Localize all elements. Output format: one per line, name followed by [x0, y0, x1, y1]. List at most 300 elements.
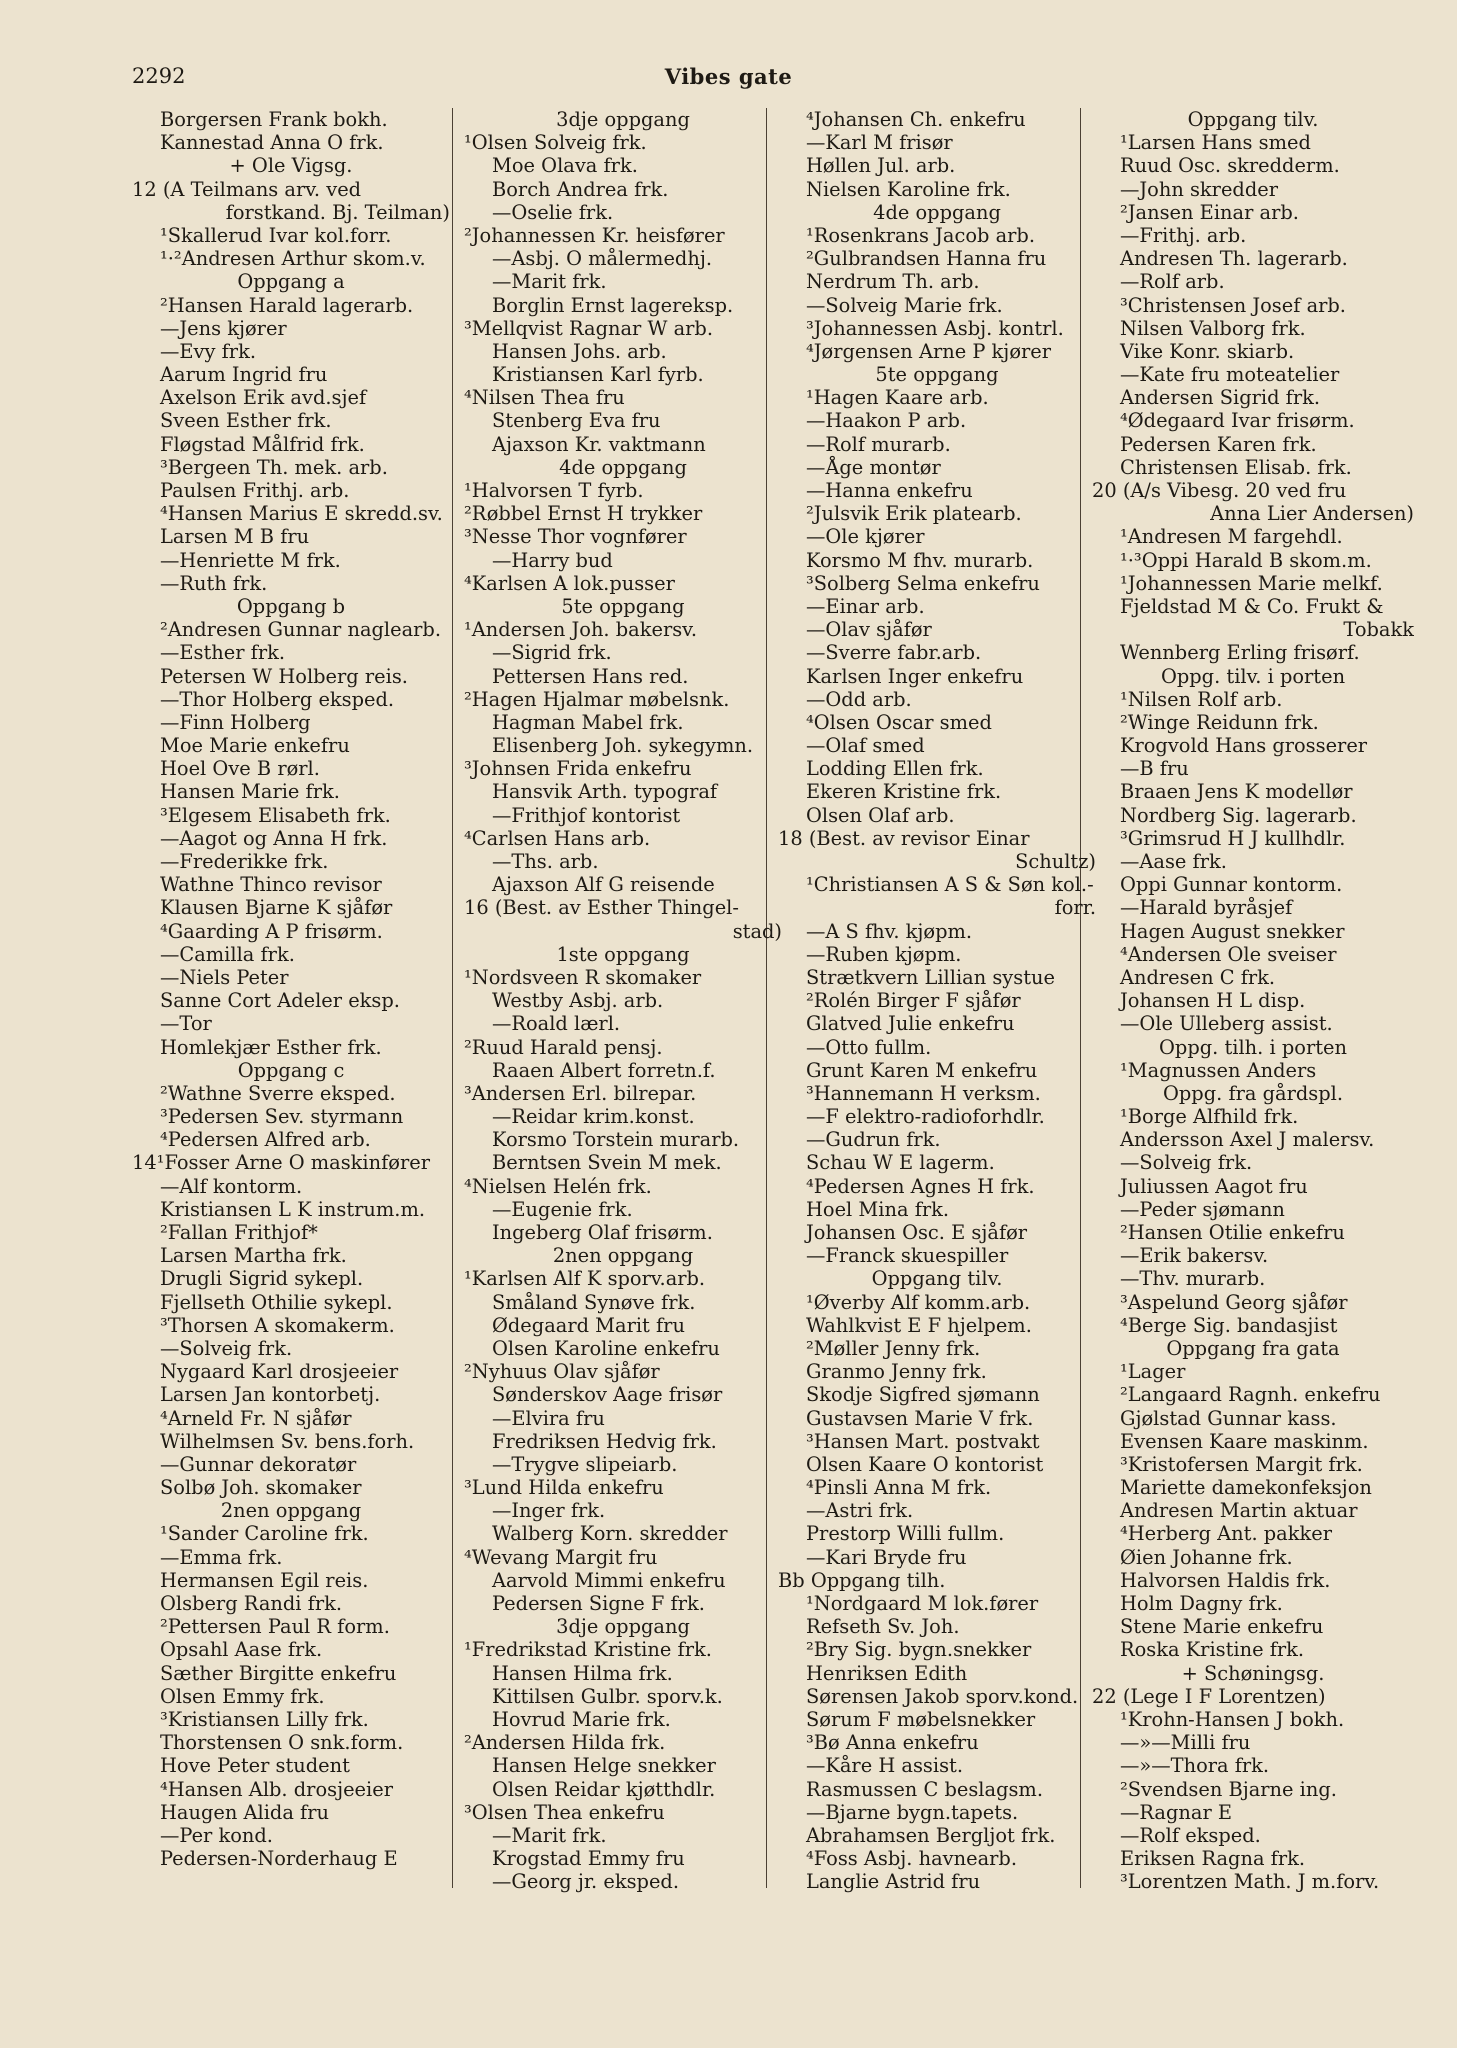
directory-entry: 22 (Lege I F Lorentzen): [1092, 1684, 1326, 1708]
directory-entry: —Kate fru moteatelier: [1120, 363, 1340, 387]
directory-entry: ¹Borge Alfhild frk.: [1120, 1105, 1299, 1129]
directory-entry: —Marit frk.: [492, 270, 607, 294]
directory-entry: 16 (Best. av Esther Thingel-: [464, 896, 739, 920]
directory-entry: Hagman Mabel frk.: [492, 710, 684, 734]
directory-entry: —Rolf eksped.: [1120, 1823, 1261, 1847]
directory-entry: Korsmo Torstein murarb.: [492, 1128, 740, 1152]
directory-entry: ¹Øverby Alf komm.arb.: [806, 1290, 1031, 1314]
directory-entry: ²Langaard Ragnh. enkefru: [1120, 1383, 1381, 1407]
section-heading: Oppgang tilv.: [871, 1267, 1003, 1291]
directory-entry: Wilhelmsen Sv. bens.forh.: [160, 1429, 415, 1453]
directory-entry: Gjølstad Gunnar kass.: [1120, 1406, 1337, 1430]
directory-entry: Opsahl Aase frk.: [160, 1638, 323, 1662]
directory-entry: —Sverre fabr.arb.: [806, 641, 982, 665]
directory-entry: Homlekjær Esther frk.: [160, 1035, 382, 1059]
directory-entry: Rasmussen C beslagsm.: [806, 1777, 1043, 1801]
directory-entry: —Henriette M frk.: [160, 548, 341, 572]
directory-entry: Nilsen Valborg frk.: [1120, 316, 1306, 340]
directory-entry: —Roald lærl.: [492, 1012, 621, 1036]
section-heading: + Ole Vigsg.: [229, 154, 353, 178]
column-2: [464, 108, 782, 1893]
directory-entry: ²Nyhuus Olav sjåfør: [464, 1360, 660, 1384]
directory-entry: —Haakon P arb.: [806, 409, 967, 433]
directory-entry: Westby Asbj. arb.: [492, 989, 664, 1013]
directory-entry: ²Fallan Frithjof*: [160, 1221, 318, 1244]
directory-entry: ¹Christiansen A S & Søn kol.-: [806, 873, 1094, 897]
directory-entry: ³Mellqvist Ragnar W arb.: [464, 316, 713, 340]
directory-entry: Kristiansen L K instrum.m.: [160, 1197, 426, 1221]
directory-entry: ³Solberg Selma enkefru: [806, 571, 1040, 595]
directory-entry: —Bjarne bygn.tapets.: [806, 1800, 1019, 1824]
directory-entry: 20 (A/s Vibesg. 20 ved fru: [1092, 479, 1347, 502]
section-heading: Oppgang c: [237, 1058, 345, 1082]
directory-entry: Andresen Th. lagerarb.: [1120, 247, 1348, 271]
directory-entry: ³Thorsen A skomakerm.: [160, 1313, 395, 1337]
directory-entry: Nielsen Karoline frk.: [806, 177, 1011, 201]
directory-entry: —Frithj. arb.: [1120, 223, 1247, 247]
directory-entry: ³Kristofersen Margit frk.: [1120, 1452, 1363, 1476]
directory-entry: —»—Thora frk.: [1120, 1754, 1270, 1778]
section-heading: Oppgang fra gata: [1166, 1336, 1340, 1360]
section-heading: Oppgang tilv.: [1187, 108, 1319, 131]
directory-entry: Fredriksen Hedvig frk.: [492, 1429, 717, 1453]
directory-entry: Høllen Jul. arb.: [806, 154, 956, 178]
directory-entry: Hagen August snekker: [1120, 919, 1345, 943]
directory-entry: Schau W E lagerm.: [806, 1151, 995, 1175]
directory-entry: ²Julsvik Erik platearb.: [806, 502, 1022, 526]
directory-entry: —Aase frk.: [1120, 850, 1227, 873]
directory-entry: —Kari Bryde fru: [806, 1545, 967, 1569]
directory-entry: Sæther Birgitte enkefru: [160, 1661, 397, 1685]
directory-entry: —B fru: [1120, 757, 1189, 781]
section-heading: Oppg. fra gårdspl.: [1162, 1081, 1344, 1105]
directory-entry: ³Hansen Mart. postvakt: [806, 1429, 1040, 1453]
directory-entry: ⁴Jørgensen Arne P kjører: [806, 339, 1052, 363]
directory-entry: —Odd arb.: [806, 687, 912, 711]
directory-entry: Larsen M B fru: [160, 525, 310, 549]
directory-entry: ¹Magnussen Anders: [1120, 1058, 1317, 1082]
directory-entry: Sørensen Jakob sporv.kond.: [806, 1684, 1079, 1708]
directory-entry: ¹Nordgaard M lok.fører: [806, 1592, 1039, 1615]
directory-entry: Paulsen Frithj. arb.: [160, 479, 350, 502]
directory-entry: —Thv. murarb.: [1120, 1267, 1266, 1291]
directory-entry: —Reidar krim.konst.: [492, 1105, 695, 1129]
directory-entry: ¹Skallerud Ivar kol.forr.: [160, 223, 392, 247]
page-title: Vibes gate: [664, 64, 793, 89]
directory-entry: ¹Johannessen Marie melkf.: [1120, 571, 1383, 595]
directory-entry: —Franck skuespiller: [806, 1244, 1009, 1268]
directory-entry: ³Bø Anna enkefru: [806, 1731, 979, 1755]
directory-entry: —Camilla frk.: [160, 942, 295, 966]
directory-entry: Fjeldstad M & Co. Frukt &: [1120, 594, 1384, 618]
directory-entry: ¹Nilsen Rolf arb.: [1120, 687, 1283, 711]
directory-entry: —Frederikke frk.: [160, 850, 329, 873]
directory-entry: —Kåre H assist.: [806, 1754, 963, 1778]
directory-entry: Hoel Ove B rørl.: [160, 757, 320, 781]
directory-entry: Olsen Reidar kjøtthdlr.: [492, 1777, 716, 1801]
directory-entry: ³Aspelund Georg sjåfør: [1120, 1290, 1348, 1314]
directory-entry: Oppi Gunnar kontorm.: [1120, 873, 1343, 897]
directory-entry: —Ths. arb.: [492, 850, 599, 873]
directory-entry: —»—Milli fru: [1120, 1731, 1251, 1755]
directory-entry: ³Johannessen Asbj. kontrl.: [806, 316, 1064, 340]
directory-entry: ²Rolén Birger F sjåfør: [806, 989, 1021, 1013]
directory-entry: ⁴Olsen Oscar smed: [806, 710, 992, 734]
directory-entry: —Ragnar E: [1120, 1800, 1233, 1824]
directory-entry: Refseth Sv. Joh.: [806, 1615, 960, 1639]
section-heading: 3dje oppgang: [556, 1615, 690, 1639]
directory-entry: ⁴Hansen Marius E skredd.sv.: [160, 502, 443, 526]
directory-entry: Kittilsen Gulbr. sporv.k.: [492, 1684, 723, 1708]
directory-entry: Krogvold Hans grosserer: [1120, 734, 1368, 758]
directory-entry: ⁴Carlsen Hans arb.: [464, 826, 651, 850]
directory-entry: Ajaxson Kr. vaktmann: [492, 432, 706, 456]
directory-entry: ²Gulbrandsen Hanna fru: [806, 247, 1047, 271]
directory-entry: Olsen Olaf arb.: [806, 803, 955, 827]
directory-entry: Olsberg Randi frk.: [160, 1592, 343, 1615]
directory-entry: ²Bry Sig. bygn.snekker: [806, 1638, 1032, 1662]
directory-entry: ⁴Nielsen Helén frk.: [464, 1174, 652, 1198]
directory-entry: ²Ruud Harald pensj.: [464, 1035, 663, 1059]
directory-entry: —Marit frk.: [492, 1823, 607, 1847]
directory-entry: ¹Sander Caroline frk.: [160, 1522, 369, 1546]
directory-entry: —Astri frk.: [806, 1499, 914, 1523]
directory-entry: Wennberg Erling frisørf.: [1120, 641, 1360, 665]
directory-entry: Wahlkvist E F hjelpem.: [806, 1313, 1032, 1337]
directory-entry: —Alf kontorm.: [160, 1174, 303, 1198]
directory-entry: Pettersen Hans red.: [492, 664, 689, 688]
directory-entry: ¹Nordsveen R skomaker: [464, 965, 702, 989]
directory-entry: —Solveig frk.: [1120, 1151, 1253, 1175]
directory-entry: ¹·³Oppi Harald B skom.m.: [1120, 548, 1372, 572]
directory-entry: Pedersen-Norderhaug E: [160, 1847, 398, 1871]
directory-entry: Stenberg Eva fru: [492, 409, 661, 433]
directory-entry: Anna Lier Andersen): [1210, 502, 1414, 526]
directory-entry: Berntsen Svein M mek.: [492, 1151, 722, 1175]
directory-entry: Småland Synøve frk.: [492, 1290, 696, 1314]
directory-entry: —Inger frk.: [492, 1499, 606, 1523]
directory-entry: Korsmo M fhv. murarb.: [806, 548, 1034, 572]
directory-entry: Johansen H L disp.: [1120, 989, 1306, 1013]
directory-entry: Thorstensen O snk.form.: [160, 1731, 404, 1755]
directory-entry: ⁴Nilsen Thea fru: [464, 386, 625, 410]
directory-entry: Henriksen Edith: [806, 1661, 968, 1685]
directory-entry: Holm Dagny frk.: [1120, 1592, 1283, 1615]
section-heading: + Schøningsg.: [1181, 1661, 1325, 1685]
directory-entry: ¹Krohn-Hansen J bokh.: [1120, 1707, 1345, 1731]
directory-entry: Andresen C frk.: [1120, 965, 1276, 989]
column-3: [778, 108, 1096, 1893]
directory-entry: ¹Karlsen Alf K sporv.arb.: [464, 1267, 706, 1291]
page-number: 2292: [132, 64, 186, 88]
directory-entry: Moe Marie enkefru: [160, 734, 350, 758]
directory-entry: —Gudrun frk.: [806, 1128, 941, 1152]
directory-entry: Drugli Sigrid sykepl.: [160, 1267, 364, 1291]
directory-entry: —Thor Holberg eksped.: [160, 687, 395, 711]
directory-entry: —Georg jr. eksped.: [492, 1870, 679, 1894]
section-heading: 5te oppgang: [875, 363, 999, 387]
section-heading: Oppg. tilh. i porten: [1159, 1035, 1347, 1059]
directory-entry: Solbø Joh. skomaker: [160, 1476, 362, 1500]
directory-entry: Axelson Erik avd.sjef: [160, 386, 367, 410]
directory-entry: ¹·²Andresen Arthur skom.v.: [160, 247, 426, 271]
directory-entry: Hansen Hilma frk.: [492, 1661, 673, 1685]
directory-entry: ²Pettersen Paul R form.: [160, 1615, 390, 1639]
directory-entry: Sørum F møbelsnekker: [806, 1707, 1036, 1731]
directory-entry: stad): [732, 919, 782, 943]
directory-entry: Pedersen Karen frk.: [1120, 432, 1317, 456]
directory-entry: ¹Lager: [1120, 1360, 1186, 1384]
directory-entry: Hansen Marie frk.: [160, 780, 340, 804]
directory-entry: —Tor: [160, 1012, 212, 1036]
directory-entry: Pedersen Signe F frk.: [492, 1592, 705, 1615]
directory-entry: Kristiansen Karl fyrb.: [492, 363, 704, 387]
directory-entry: Elisenberg Joh. sykegymn.: [492, 734, 754, 758]
directory-entry: Nygaard Karl drosjeeier: [160, 1360, 399, 1384]
directory-entry: ⁴Wevang Margit fru: [464, 1545, 658, 1569]
directory-entry: —Jens kjører: [160, 316, 287, 340]
directory-entry: Larsen Martha frk.: [160, 1244, 347, 1268]
directory-entry: —Evy frk.: [160, 339, 256, 363]
directory-entry: Lodding Ellen frk.: [806, 757, 984, 781]
directory-entry: —Erik bakersv.: [1120, 1244, 1269, 1268]
directory-entry: —Hanna enkefru: [806, 479, 973, 502]
directory-entry: Sveen Esther frk.: [160, 409, 332, 433]
directory-entry: Vike Konr. skiarb.: [1120, 339, 1295, 363]
directory-entry: Grunt Karen M enkefru: [806, 1058, 1038, 1082]
directory-entry: ⁴Foss Asbj. havnearb.: [806, 1847, 1017, 1871]
section-heading: 2nen oppgang: [220, 1499, 362, 1523]
directory-entry: —Eugenie frk.: [492, 1197, 633, 1221]
directory-entry: ³Grimsrud H J kullhdlr.: [1120, 826, 1346, 850]
directory-entry: ²Hansen Otilie enkefru: [1120, 1221, 1345, 1244]
directory-entry: Fløgstad Målfrid frk.: [160, 432, 365, 456]
directory-entry: Schultz): [1015, 850, 1096, 873]
directory-entry: Ingeberg Olaf frisørm.: [492, 1221, 713, 1244]
directory-entry: ⁴Ødegaard Ivar frisørm.: [1120, 409, 1355, 433]
directory-entry: ¹Andresen M fargehdl.: [1120, 525, 1343, 549]
column-1: [132, 108, 450, 1870]
directory-entry: Olsen Emmy frk.: [160, 1684, 325, 1708]
directory-entry: ²Svendsen Bjarne ing.: [1120, 1777, 1337, 1801]
directory-entry: ³Lund Hilda enkefru: [464, 1476, 664, 1500]
directory-entry: Halvorsen Haldis frk.: [1120, 1568, 1331, 1592]
directory-entry: —Rolf murarb.: [806, 432, 951, 456]
directory-entry: ³Pedersen Sev. styrmann: [160, 1105, 404, 1129]
directory-entry: —Harald byråsjef: [1120, 896, 1293, 920]
directory-entry: Strætkvern Lillian systue: [806, 965, 1055, 989]
directory-entry: ³Olsen Thea enkefru: [464, 1800, 665, 1824]
directory-entry: ³Johnsen Frida enkefru: [464, 757, 692, 781]
directory-entry: —Sigrid frk.: [492, 641, 612, 665]
directory-entry: —John skredder: [1120, 177, 1278, 201]
directory-entry: ¹Halvorsen T fyrb.: [464, 479, 644, 502]
directory-entry: —Ruben kjøpm.: [806, 942, 962, 966]
directory-entry: forstkand. Bj. Teilman): [225, 200, 450, 224]
directory-entry: ³Hannemann H verksm.: [806, 1081, 1041, 1105]
directory-entry: Abrahamsen Bergljot frk.: [806, 1823, 1056, 1847]
directory-entry: Krogstad Emmy fru: [492, 1847, 685, 1871]
directory-entry: ⁴Hansen Alb. drosjeeier: [160, 1777, 393, 1801]
directory-entry: 18 (Best. av revisor Einar: [778, 826, 1030, 850]
directory-entry: Borglin Ernst lagereksp.: [492, 293, 734, 317]
directory-entry: Braaen Jens K modellør: [1120, 780, 1353, 804]
directory-entry: Andresen Martin aktuar: [1120, 1499, 1358, 1523]
directory-entry: —Peder sjømann: [1120, 1197, 1285, 1221]
directory-entry: Evensen Kaare maskinm.: [1120, 1429, 1369, 1453]
directory-entry: —Karl M frisør: [806, 131, 953, 155]
directory-entry: —Gunnar dekoratør: [160, 1452, 357, 1476]
directory-entry: ²Andresen Gunnar naglearb.: [160, 618, 441, 642]
directory-entry: Hansen Johs. arb.: [492, 339, 667, 363]
section-heading: 2nen oppgang: [552, 1244, 694, 1268]
directory-entry: Wathne Thinco revisor: [160, 873, 382, 897]
directory-entry: ³Lorentzen Math. J m.forv.: [1120, 1870, 1380, 1894]
directory-entry: ³Christensen Josef arb.: [1120, 293, 1346, 317]
directory-entry: ²Møller Jenny frk.: [806, 1336, 981, 1360]
directory-entry: Andersson Axel J malersv.: [1120, 1128, 1375, 1152]
directory-entry: —Finn Holberg: [160, 710, 311, 734]
directory-entry: Ruud Osc. skredderm.: [1120, 154, 1340, 178]
directory-entry: —Olav sjåfør: [806, 618, 932, 642]
section-heading: 5te oppgang: [561, 594, 685, 618]
column-rule: [452, 108, 453, 1888]
directory-entry: Mariette damekonfeksjon: [1120, 1476, 1372, 1500]
directory-entry: Sanne Cort Adeler eksp.: [160, 989, 400, 1013]
section-heading: Oppg. tilv. i porten: [1160, 664, 1346, 688]
section-heading: Oppgang a: [237, 270, 345, 294]
directory-entry: —Asbj. O målermedhj.: [492, 247, 712, 271]
directory-entry: Hansen Helge snekker: [492, 1754, 716, 1778]
directory-entry: —Aagot og Anna H frk.: [160, 826, 388, 850]
directory-entry: Andersen Sigrid frk.: [1120, 386, 1321, 410]
directory-entry: ²Hagen Hjalmar møbelsnk.: [464, 687, 730, 711]
directory-entry: —F elektro-radioforhdlr.: [806, 1105, 1045, 1129]
directory-entry: Klausen Bjarne K sjåfør: [160, 896, 393, 920]
directory-entry: —A S fhv. kjøpm.: [806, 919, 973, 943]
directory-entry: Nordberg Sig. lagerarb.: [1120, 803, 1357, 827]
directory-entry: forr.: [1054, 896, 1096, 920]
directory-entry: Raaen Albert forretn.f.: [492, 1058, 716, 1082]
section-heading: 4de oppgang: [559, 455, 687, 479]
directory-entry: Bb Oppgang tilh.: [778, 1568, 946, 1592]
directory-entry: Ekeren Kristine frk.: [806, 780, 1002, 804]
directory-entry: Kannestad Anna O frk.: [160, 131, 384, 155]
directory-entry: Skodje Sigfred sjømann: [806, 1383, 1040, 1407]
directory-entry: Ajaxson Alf G reisende: [492, 873, 715, 897]
directory-entry: Langlie Astrid fru: [806, 1870, 981, 1894]
directory-entry: ⁴Johansen Ch. enkefru: [806, 108, 1026, 131]
section-heading: Oppgang b: [236, 594, 346, 618]
directory-entry: —Oselie frk.: [492, 200, 614, 224]
directory-entry: ⁴Pinsli Anna M frk.: [806, 1476, 992, 1500]
directory-entry: Sønderskov Aage frisør: [492, 1383, 723, 1407]
directory-entry: ¹Fredrikstad Kristine frk.: [464, 1638, 712, 1662]
directory-entry: Hove Peter student: [160, 1754, 350, 1778]
directory-entry: Petersen W Holberg reis.: [160, 664, 408, 688]
directory-entry: ³Kristiansen Lilly frk.: [160, 1707, 369, 1731]
directory-entry: ²Jansen Einar arb.: [1120, 200, 1299, 224]
directory-entry: ⁴Berge Sig. bandasjist: [1120, 1313, 1338, 1337]
directory-entry: —Trygve slipeiarb.: [492, 1452, 678, 1476]
directory-entry: Ødegaard Marit fru: [492, 1313, 685, 1337]
directory-entry: Haugen Alida fru: [160, 1800, 329, 1824]
directory-entry: Hovrud Marie frk.: [492, 1707, 671, 1731]
directory-entry: —Frithjof kontorist: [492, 803, 681, 827]
section-heading: 1ste oppgang: [556, 942, 690, 966]
directory-entry: Glatved Julie enkefru: [806, 1012, 1015, 1036]
directory-entry: Christensen Elisab. frk.: [1120, 455, 1352, 479]
directory-entry: Juliussen Aagot fru: [1120, 1174, 1308, 1198]
directory-entry: ²Johannessen Kr. heisfører: [464, 223, 725, 247]
directory-entry: —Otto fullm.: [806, 1035, 932, 1059]
directory-entry: —Esther frk.: [160, 641, 286, 665]
directory-entry: Karlsen Inger enkefru: [806, 664, 1024, 688]
directory-entry: ²Hansen Harald lagerarb.: [160, 293, 414, 317]
directory-entry: Hoel Mina frk.: [806, 1197, 950, 1221]
directory-entry: ²Winge Reidunn frk.: [1120, 710, 1319, 734]
directory-entry: Stene Marie enkefru: [1120, 1615, 1324, 1639]
directory-entry: —Ole kjører: [806, 525, 925, 549]
section-heading: 3dje oppgang: [556, 108, 690, 131]
directory-entry: ⁴Karlsen A lok.pusser: [464, 571, 675, 595]
directory-entry: ³Elgesem Elisabeth frk.: [160, 803, 391, 827]
directory-entry: Gustavsen Marie V frk.: [806, 1406, 1034, 1430]
directory-entry: Walberg Korn. skredder: [492, 1522, 728, 1546]
section-heading: 4de oppgang: [873, 200, 1001, 224]
directory-entry: ³Andersen Erl. bilrepar.: [464, 1081, 697, 1105]
directory-entry: ⁴Herberg Ant. pakker: [1120, 1522, 1332, 1546]
directory-entry: ⁴Arneld Fr. N sjåfør: [160, 1406, 352, 1430]
directory-entry: Hansvik Arth. typograf: [492, 780, 718, 804]
directory-entry: Prestorp Willi fullm.: [806, 1522, 1005, 1546]
directory-entry: Øien Johanne frk.: [1120, 1545, 1293, 1569]
directory-entry: ¹Olsen Solveig frk.: [464, 131, 647, 155]
directory-entry: Eriksen Ragna frk.: [1120, 1847, 1306, 1871]
directory-entry: Aarum Ingrid fru: [160, 363, 328, 387]
directory-entry: Borch Andrea frk.: [492, 177, 669, 201]
directory-entry: Olsen Kaare O kontorist: [806, 1452, 1044, 1476]
directory-entry: ¹Rosenkrans Jacob arb.: [806, 223, 1035, 247]
directory-entry: —Solveig Marie frk.: [806, 293, 1003, 317]
directory-entry: —Per kond.: [160, 1823, 273, 1847]
directory-entry: ⁴Pedersen Alfred arb.: [160, 1128, 371, 1152]
directory-entry: ⁴Gaarding A P frisørm.: [160, 919, 383, 943]
directory-entry: —Åge montør: [806, 455, 941, 479]
directory-entry: ³Nesse Thor vognfører: [464, 525, 687, 549]
directory-entry: Fjellseth Othilie sykepl.: [160, 1290, 393, 1314]
directory-entry: ²Wathne Sverre eksped.: [160, 1081, 396, 1105]
directory-entry: Olsen Karoline enkefru: [492, 1336, 720, 1360]
directory-entry: Aarvold Mimmi enkefru: [492, 1568, 726, 1592]
directory-entry: —Ruth frk.: [160, 571, 268, 595]
directory-entry: Johansen Osc. E sjåfør: [806, 1221, 1028, 1244]
directory-entry: 14¹Fosser Arne O maskinfører: [132, 1151, 430, 1175]
directory-entry: Hermansen Egil reis.: [160, 1568, 369, 1592]
directory-entry: Granmo Jenny frk.: [806, 1360, 987, 1384]
column-4: [1092, 108, 1414, 1893]
directory-entry: ²Røbbel Ernst H trykker: [464, 502, 703, 526]
directory-entry: Moe Olava frk.: [492, 154, 638, 178]
directory-entry: Larsen Jan kontorbetj.: [160, 1383, 381, 1407]
directory-entry: —Emma frk.: [160, 1545, 283, 1569]
directory-entry: ⁴Pedersen Agnes H frk.: [806, 1174, 1035, 1198]
directory-entry: 12 (A Teilmans arv. ved: [132, 177, 362, 201]
directory-entry: —Einar arb.: [806, 594, 925, 618]
directory-entry: ¹Andersen Joh. bakersv.: [464, 618, 697, 642]
directory-entry: ²Andersen Hilda frk.: [464, 1731, 666, 1755]
directory-entry: —Solveig frk.: [160, 1336, 293, 1360]
